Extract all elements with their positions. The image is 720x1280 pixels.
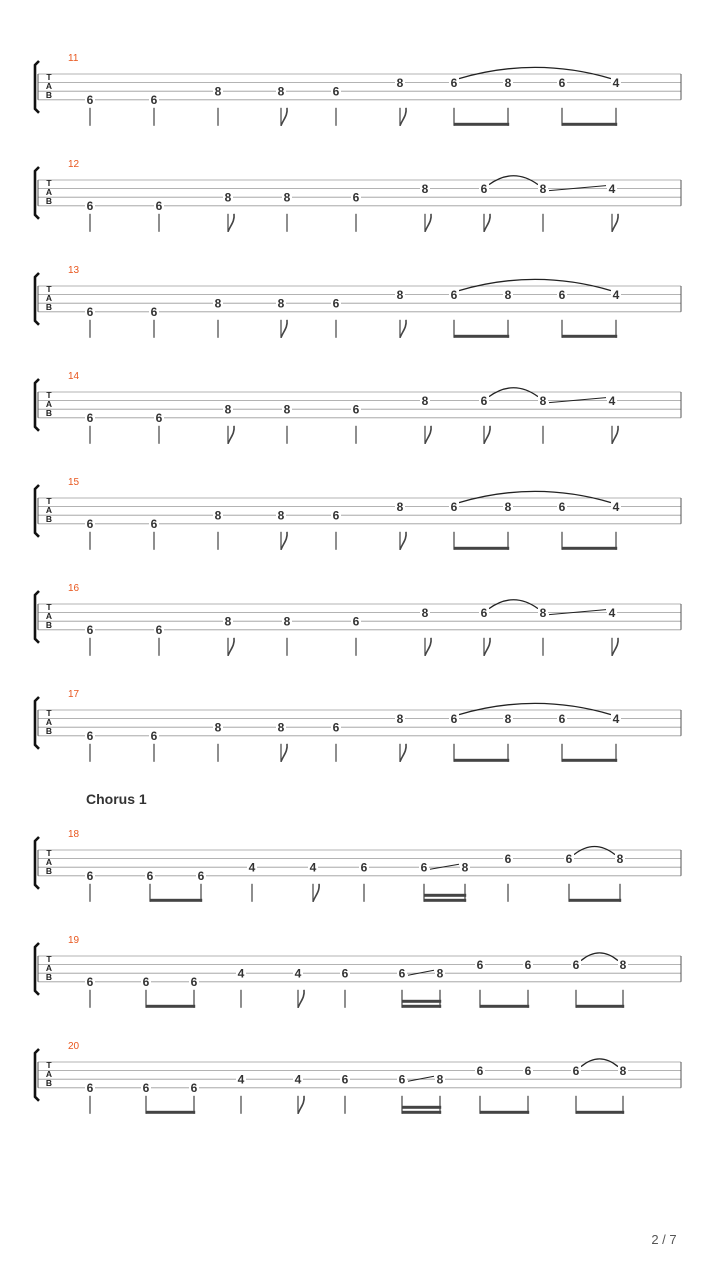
beam [454,335,509,338]
bar-number: 14 [68,371,80,382]
tab-clef-letter: B [45,1078,53,1088]
tab-clef-letter: A [45,857,53,867]
fret-number: 6 [558,287,566,302]
note-flag [281,532,287,550]
note-flag [612,426,618,444]
tab-system [35,1041,681,1114]
tab-clef-letter: T [46,708,52,718]
tab-clef-letter: T [46,178,52,188]
fret-number: 4 [612,287,620,302]
bar-number: 16 [68,583,80,594]
fret-number: 6 [398,1072,406,1087]
tab-clef-letter: B [45,408,53,418]
note-flag [400,320,406,338]
fret-number: 8 [396,499,404,514]
fret-number: 6 [150,305,158,320]
fret-number: 6 [352,402,360,417]
tab-clef-letter: B [45,90,53,100]
fret-number: 8 [421,605,429,620]
tab-clef-letter: T [46,602,52,612]
fret-number: 8 [277,84,285,99]
fret-number: 8 [421,393,429,408]
beam [562,123,617,126]
fret-number: 6 [558,711,566,726]
fret-number: 4 [612,75,620,90]
tab-clef-letter: T [46,72,52,82]
tie-arc [574,847,615,855]
tab-system [35,265,681,338]
fret-number: 4 [248,860,256,875]
slide-line [408,970,434,975]
fret-number: 6 [197,869,205,884]
tab-clef-letter: T [46,390,52,400]
fret-number: 8 [277,720,285,735]
fret-number: 6 [558,499,566,514]
tab-system [35,53,681,126]
note-flag [281,320,287,338]
note-flag [400,532,406,550]
tab-clef-letter: B [45,302,53,312]
fret-number: 8 [396,711,404,726]
fret-number: 6 [572,1063,580,1078]
fret-number: 6 [155,199,163,214]
fret-number: 6 [476,957,484,972]
fret-number: 6 [155,411,163,426]
tab-system [35,477,681,550]
note-flag [612,638,618,656]
fret-number: 6 [190,1081,198,1096]
fret-number: 6 [332,296,340,311]
fret-number: 6 [150,517,158,532]
tie-arc [581,1059,618,1067]
fret-number: 6 [86,729,94,744]
tab-clef-letter: T [46,848,52,858]
beam [454,123,509,126]
fret-number: 6 [565,851,573,866]
beam [146,1111,195,1114]
fret-number: 8 [277,508,285,523]
fret-number: 6 [450,499,458,514]
fret-number: 8 [616,851,624,866]
fret-number: 8 [539,181,547,196]
fret-number: 6 [146,869,154,884]
note-flag [281,108,287,126]
beam [402,1005,441,1008]
beam [562,759,617,762]
fret-number: 6 [142,975,150,990]
slide-line [408,1076,434,1081]
beam [424,894,466,897]
fret-number: 4 [608,181,616,196]
fret-number: 6 [86,305,94,320]
fret-number: 8 [504,499,512,514]
tab-clef-letter: A [45,81,53,91]
tie-arc [459,491,611,502]
tab-clef-letter: B [45,972,53,982]
fret-number: 8 [224,402,232,417]
note-flag [298,990,304,1008]
tab-clef-letter: B [45,620,53,630]
fret-number: 8 [436,966,444,981]
note-flag [425,426,431,444]
beam [402,1106,441,1109]
fret-number: 4 [237,966,245,981]
beam [454,547,509,550]
fret-number: 6 [480,181,488,196]
fret-number: 6 [86,623,94,638]
note-flag [228,426,234,444]
tab-system [35,829,681,902]
fret-number: 6 [86,517,94,532]
tab-clef-letter: T [46,1060,52,1070]
fret-number: 4 [294,1072,302,1087]
fret-number: 6 [332,508,340,523]
note-flag [228,638,234,656]
tab-clef-letter: A [45,1069,53,1079]
slide-line [430,864,459,869]
tab-system [35,689,681,762]
fret-number: 6 [480,605,488,620]
fret-number: 4 [237,1072,245,1087]
fret-number: 8 [461,860,469,875]
note-flag [612,214,618,232]
fret-number: 8 [224,614,232,629]
fret-number: 6 [86,1081,94,1096]
tab-clef-letter: B [45,196,53,206]
fret-number: 8 [224,190,232,205]
tab-clef-letter: B [45,866,53,876]
fret-number: 6 [504,851,512,866]
beam [576,1005,624,1008]
tab-clef-letter: A [45,717,53,727]
tie-arc [459,67,611,78]
fret-number: 4 [608,605,616,620]
fret-number: 8 [283,402,291,417]
fret-number: 8 [214,508,222,523]
note-flag [425,214,431,232]
bar-number: 15 [68,477,80,488]
note-flag [281,744,287,762]
fret-number: 4 [608,393,616,408]
tab-clef-letter: B [45,514,53,524]
note-flag [228,214,234,232]
tab-clef-letter: A [45,293,53,303]
fret-number: 6 [86,975,94,990]
fret-number: 6 [480,393,488,408]
fret-number: 6 [86,93,94,108]
fret-number: 8 [214,84,222,99]
tie-arc [581,953,618,961]
fret-number: 6 [86,411,94,426]
slide-line [549,186,606,191]
fret-number: 6 [86,869,94,884]
fret-number: 6 [420,860,428,875]
note-flag [484,426,490,444]
tie-arc [459,703,611,714]
fret-number: 6 [352,190,360,205]
tab-clef-letter: T [46,496,52,506]
tab-system [35,371,681,444]
fret-number: 6 [150,93,158,108]
fret-number: 6 [332,720,340,735]
fret-number: 8 [421,181,429,196]
tab-clef-letter: A [45,963,53,973]
beam [150,899,202,902]
tab-system [35,159,681,232]
note-flag [298,1096,304,1114]
fret-number: 8 [283,614,291,629]
bar-number: 17 [68,689,80,700]
fret-number: 6 [86,199,94,214]
fret-number: 6 [476,1063,484,1078]
fret-number: 6 [398,966,406,981]
fret-number: 4 [612,711,620,726]
fret-number: 8 [539,605,547,620]
fret-number: 4 [294,966,302,981]
beam [576,1111,624,1114]
fret-number: 4 [309,860,317,875]
tab-clef-letter: B [45,726,53,736]
fret-number: 8 [504,711,512,726]
beam [562,335,617,338]
fret-number: 6 [450,75,458,90]
fret-number: 8 [504,75,512,90]
beam [562,547,617,550]
slide-line [549,398,606,403]
page-number: 2 / 7 [651,1232,677,1247]
fret-number: 6 [155,623,163,638]
tie-arc [459,279,611,290]
fret-number: 8 [277,296,285,311]
beam [480,1005,529,1008]
tab-clef-letter: T [46,284,52,294]
fret-number: 8 [396,75,404,90]
bar-number: 12 [68,159,80,170]
fret-number: 6 [142,1081,150,1096]
section-label: Chorus 1 [86,791,147,807]
slide-line [549,610,606,615]
fret-number: 8 [619,957,627,972]
fret-number: 6 [558,75,566,90]
fret-number: 8 [283,190,291,205]
note-flag [400,108,406,126]
fret-number: 8 [436,1072,444,1087]
beam [569,899,621,902]
bar-number: 13 [68,265,80,276]
tab-clef-letter: T [46,954,52,964]
fret-number: 6 [450,287,458,302]
beam [402,1000,441,1003]
bar-number: 19 [68,935,80,946]
fret-number: 6 [450,711,458,726]
note-flag [425,638,431,656]
fret-number: 4 [612,499,620,514]
fret-number: 6 [524,957,532,972]
fret-number: 8 [214,720,222,735]
note-flag [484,638,490,656]
fret-number: 8 [214,296,222,311]
tab-clef-letter: A [45,611,53,621]
tab-clef-letter: A [45,187,53,197]
fret-number: 6 [360,860,368,875]
fret-number: 6 [341,966,349,981]
fret-number: 8 [539,393,547,408]
tab-clef-letter: A [45,505,53,515]
note-flag [484,214,490,232]
note-flag [400,744,406,762]
fret-number: 6 [341,1072,349,1087]
beam [424,899,466,902]
fret-number: 6 [572,957,580,972]
fret-number: 6 [150,729,158,744]
bar-number: 20 [68,1041,80,1052]
fret-number: 6 [190,975,198,990]
tab-system [35,935,681,1008]
tab-clef-letter: A [45,399,53,409]
fret-number: 8 [396,287,404,302]
fret-number: 8 [504,287,512,302]
note-flag [313,884,319,902]
fret-number: 6 [524,1063,532,1078]
fret-number: 6 [332,84,340,99]
beam [402,1111,441,1114]
fret-number: 8 [619,1063,627,1078]
beam [454,759,509,762]
beam [146,1005,195,1008]
bar-number: 11 [68,53,79,64]
tab-system [35,583,681,656]
fret-number: 6 [352,614,360,629]
beam [480,1111,529,1114]
bar-number: 18 [68,829,80,840]
